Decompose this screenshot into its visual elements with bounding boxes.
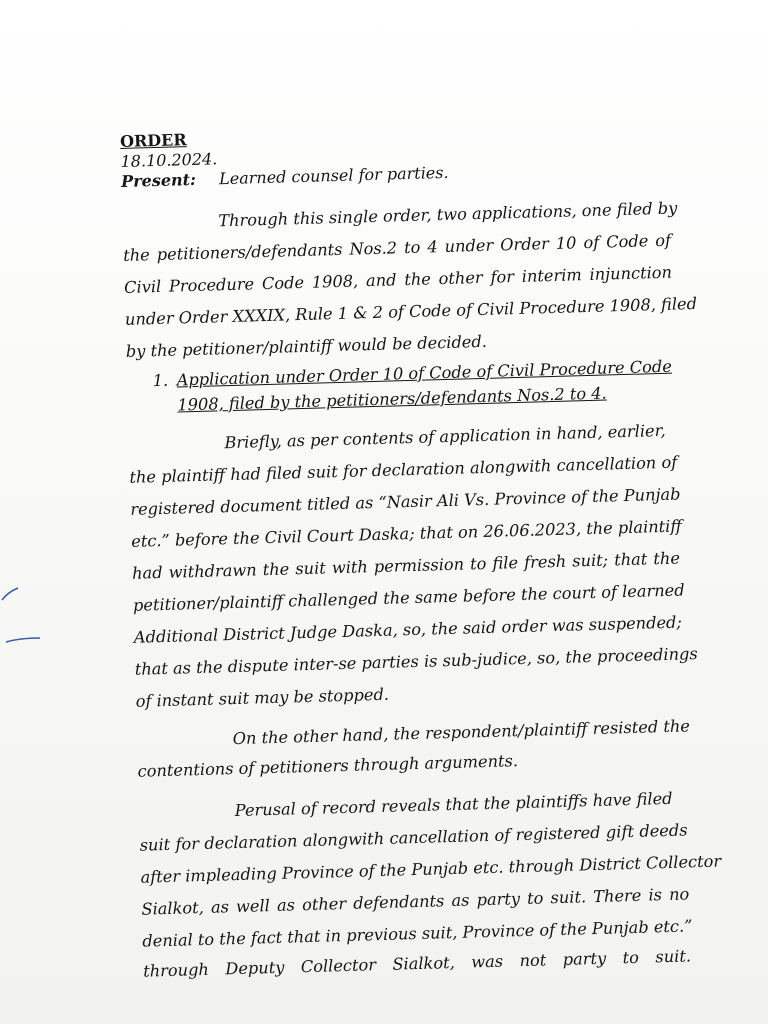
order-date: 18.10.2024. <box>120 149 218 171</box>
perusal-word: suit. <box>655 946 692 967</box>
intro-line: by the petitioner/plaintiff would be decided. <box>125 331 488 361</box>
perusal-line: after impleading Province of the Punjab etc. through District Collector <box>140 851 722 887</box>
order-heading: ORDER <box>119 130 187 151</box>
briefly-line: etc.” before the Civil Court Daska; that on 26.06.2023, the plaintiff <box>130 516 683 551</box>
perusal-line: denial to the fact that in previous suit, Province of the Punjab etc.” <box>142 916 693 951</box>
briefly-line: petitioner/plaintiff challenged the same before the court of learned <box>132 580 685 615</box>
section-number: 1. <box>152 370 169 391</box>
perusal-word: party <box>562 948 607 969</box>
briefly-line: Briefly, as per contents of application in hand, earlier, <box>224 420 666 453</box>
perusal-line: suit for declaration alongwith cancellation of registered gift deeds <box>139 820 688 855</box>
perusal-word: Sialkot, <box>392 952 455 974</box>
perusal-word: to <box>622 947 640 968</box>
briefly-line: that as the dispute inter-se parties is sub-judice, so, the proceedings <box>134 644 698 679</box>
perusal-word: Deputy <box>225 957 285 979</box>
intro-line: Through this single order, two applications, one filed by <box>218 198 678 231</box>
perusal-word: not <box>519 950 547 971</box>
briefly-line: Additional District Judge Daska, so, the said order was suspended; <box>133 612 683 647</box>
briefly-line: the plaintiff had filed suit for declaration alongwith cancellation of <box>129 452 678 487</box>
present-value: Learned counsel for parties. <box>218 162 449 189</box>
perusal-word: Collector <box>300 955 377 977</box>
perusal-word: through <box>142 959 210 981</box>
perusal-line: Sialkot, as well as other defendants as party to suit. There is no <box>141 884 690 919</box>
section-title-line: 1908, filed by the petitioners/defendants Nos.2 to 4. <box>177 383 607 415</box>
present-label: Present: <box>120 169 197 191</box>
intro-line: the petitioners/defendants Nos.2 to 4 under Order 10 of Code of <box>122 230 672 265</box>
perusal-last-line <box>143 946 691 981</box>
briefly-line: of instant suit may be stopped. <box>135 684 390 711</box>
perusal-word: was <box>470 951 504 972</box>
section-title-line: Application under Order 10 of Code of Civil Procedure Code <box>176 356 673 390</box>
intro-line: Civil Procedure Code 1908, and the other for interim injunction <box>123 262 673 297</box>
other-hand-line: contentions of petitioners through arguments. <box>137 751 519 781</box>
perusal-line: Perusal of record reveals that the plaintiffs have filed <box>234 788 673 821</box>
intro-line: under Order XXXIX, Rule 1 & 2 of Code of Civil Procedure 1908, filed <box>124 293 698 329</box>
other-hand-line: On the other hand, the respondent/plaintiff resisted the <box>232 716 691 749</box>
briefly-line: registered document titled as “Nasir Ali Vs. Province of the Punjab <box>130 484 681 519</box>
briefly-line: had withdrawn the suit with permission to file fresh suit; that the <box>131 548 681 583</box>
